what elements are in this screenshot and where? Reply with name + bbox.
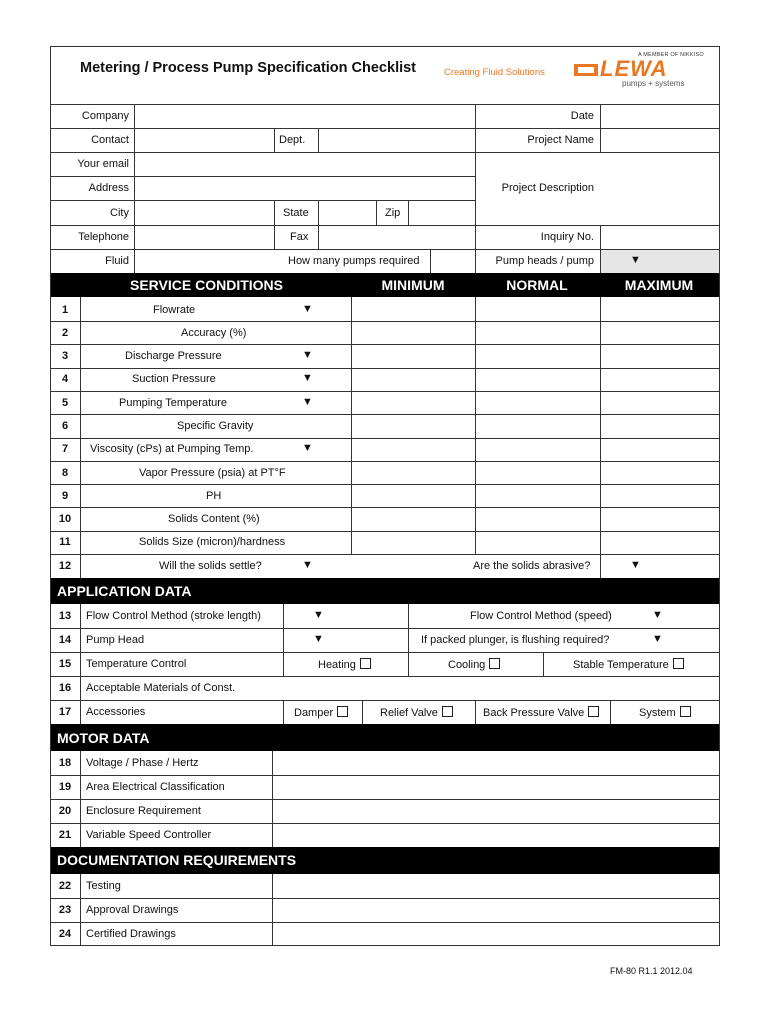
solids-size-label: Solids Size (micron)/hardness bbox=[139, 536, 286, 548]
approval-drawings-field[interactable] bbox=[273, 899, 719, 922]
project-name-field[interactable] bbox=[601, 129, 719, 152]
back-pressure-valve-checkbox[interactable] bbox=[588, 706, 599, 717]
row-number: 15 bbox=[58, 658, 72, 670]
accessories-label: Accessories bbox=[86, 706, 146, 718]
service-conditions-title: SERVICE CONDITIONS bbox=[130, 277, 283, 293]
company-label: Company bbox=[81, 110, 129, 122]
cooling-label: Cooling bbox=[448, 659, 486, 671]
flushing-required-dropdown-icon[interactable]: ▼ bbox=[652, 633, 663, 645]
inquiry-field[interactable] bbox=[601, 226, 719, 249]
row-number: 24 bbox=[58, 928, 72, 940]
stable-temperature-option[interactable] bbox=[573, 658, 684, 671]
pump-head-label: Pump Head bbox=[86, 634, 145, 646]
flow-control-stroke-label: Flow Control Method (stroke length) bbox=[86, 610, 261, 622]
row-number: 5 bbox=[61, 397, 69, 409]
heating-checkbox[interactable] bbox=[360, 658, 371, 669]
zip-label: Zip bbox=[385, 207, 401, 219]
row-number: 22 bbox=[58, 880, 72, 892]
form-code: FM-80 R1.1 2012.04 bbox=[610, 966, 693, 976]
project-description-field[interactable] bbox=[601, 153, 719, 225]
address-label: Address bbox=[88, 182, 129, 194]
suction-pressure-label: Suction Pressure bbox=[132, 373, 216, 385]
maximum-column-header: MAXIMUM bbox=[624, 277, 694, 293]
state-label: State bbox=[283, 207, 309, 219]
form-title: Metering / Process Pump Specification Checklist bbox=[80, 60, 417, 76]
materials-field[interactable] bbox=[284, 677, 719, 700]
certified-drawings-field[interactable] bbox=[273, 923, 719, 946]
documentation-title: DOCUMENTATION REQUIREMENTS bbox=[57, 852, 297, 868]
relief-valve-label: Relief Valve bbox=[380, 707, 438, 719]
materials-label: Acceptable Materials of Const. bbox=[86, 682, 236, 694]
pump-heads-label: Pump heads / pump bbox=[495, 255, 594, 267]
date-label: Date bbox=[570, 110, 594, 122]
row-number: 4 bbox=[61, 373, 69, 385]
dept-field[interactable] bbox=[319, 129, 475, 152]
stable-temperature-label: Stable Temperature bbox=[573, 659, 669, 671]
telephone-field[interactable] bbox=[135, 226, 274, 249]
city-label: City bbox=[110, 207, 129, 219]
row-number: 18 bbox=[58, 757, 72, 769]
inquiry-label: Inquiry No. bbox=[540, 231, 594, 243]
testing-field[interactable] bbox=[273, 875, 719, 898]
flushing-required-label: If packed plunger, is flushing required? bbox=[421, 634, 610, 646]
cooling-checkbox[interactable] bbox=[489, 658, 500, 669]
area-classification-field[interactable] bbox=[273, 776, 719, 799]
solids-abrasive-dropdown-icon[interactable]: ▼ bbox=[630, 559, 641, 571]
row-number: 12 bbox=[58, 560, 72, 572]
system-label: System bbox=[639, 707, 676, 719]
relief-valve-checkbox[interactable] bbox=[442, 706, 453, 717]
row-number: 20 bbox=[58, 805, 72, 817]
heating-label: Heating bbox=[318, 659, 356, 671]
row-number: 2 bbox=[61, 327, 69, 339]
pumps-required-label: How many pumps required bbox=[288, 255, 420, 267]
row-number: 9 bbox=[61, 490, 69, 502]
voltage-field[interactable] bbox=[273, 752, 719, 775]
fluid-field[interactable] bbox=[135, 250, 274, 273]
suction-pressure-dropdown-icon[interactable]: ▼ bbox=[302, 372, 313, 384]
heating-option[interactable] bbox=[318, 658, 371, 671]
vapor-pressure-label: Vapor Pressure (psia) at PT°F bbox=[139, 467, 286, 479]
fax-field[interactable] bbox=[319, 226, 475, 249]
back-pressure-valve-option[interactable] bbox=[483, 706, 599, 719]
contact-field[interactable] bbox=[135, 129, 274, 152]
voltage-label: Voltage / Phase / Hertz bbox=[86, 757, 199, 769]
stable-temperature-checkbox[interactable] bbox=[673, 658, 684, 669]
minimum-column-header: MINIMUM bbox=[381, 277, 445, 293]
temperature-control-label: Temperature Control bbox=[86, 658, 187, 670]
project-name-label: Project Name bbox=[527, 134, 594, 146]
logo-wordmark: LEWA bbox=[600, 56, 668, 81]
variable-speed-label: Variable Speed Controller bbox=[86, 829, 212, 841]
row-number: 3 bbox=[61, 350, 69, 362]
enclosure-field[interactable] bbox=[273, 800, 719, 823]
row-number: 11 bbox=[59, 536, 71, 548]
telephone-label: Telephone bbox=[78, 231, 129, 243]
row-number: 19 bbox=[58, 781, 72, 793]
pump-head-dropdown-icon[interactable]: ▼ bbox=[313, 633, 324, 645]
enclosure-label: Enclosure Requirement bbox=[86, 805, 201, 817]
state-field[interactable] bbox=[319, 201, 376, 225]
city-field[interactable] bbox=[135, 201, 274, 225]
motor-data-bar bbox=[51, 724, 719, 751]
dept-label: Dept. bbox=[279, 134, 306, 146]
email-label: Your email bbox=[77, 158, 129, 170]
solids-abrasive-label: Are the solids abrasive? bbox=[473, 560, 591, 572]
flow-control-speed-label: Flow Control Method (speed) bbox=[470, 610, 612, 622]
variable-speed-field[interactable] bbox=[273, 824, 719, 847]
motor-data-title: MOTOR DATA bbox=[57, 730, 150, 746]
address-field[interactable] bbox=[135, 177, 475, 200]
company-field[interactable] bbox=[135, 105, 475, 128]
discharge-pressure-label: Discharge Pressure bbox=[125, 350, 222, 362]
contact-label: Contact bbox=[91, 134, 129, 146]
fluid-label: Fluid bbox=[105, 255, 129, 267]
date-field[interactable] bbox=[601, 105, 719, 128]
pumping-temperature-label: Pumping Temperature bbox=[119, 397, 228, 409]
fax-label: Fax bbox=[290, 231, 309, 243]
solids-settle-dropdown-icon[interactable]: ▼ bbox=[302, 559, 313, 571]
row-number: 10 bbox=[58, 513, 72, 525]
damper-option[interactable] bbox=[294, 706, 348, 719]
row-number: 13 bbox=[58, 610, 72, 622]
flow-control-speed-dropdown-icon[interactable]: ▼ bbox=[652, 609, 663, 621]
application-data-title: APPLICATION DATA bbox=[57, 583, 192, 599]
row-number: 17 bbox=[58, 706, 72, 718]
relief-valve-option[interactable] bbox=[380, 706, 453, 719]
row-number: 14 bbox=[58, 634, 72, 646]
lewa-logo-mark-icon bbox=[574, 64, 598, 76]
row-number: 7 bbox=[61, 443, 69, 455]
ph-label: PH bbox=[206, 490, 222, 502]
accuracy-label: Accuracy (%) bbox=[181, 327, 247, 339]
viscosity-label: Viscosity (cPs) at Pumping Temp. bbox=[90, 443, 254, 455]
row-number: 6 bbox=[61, 420, 69, 432]
damper-label: Damper bbox=[294, 707, 334, 719]
pumping-temperature-dropdown-icon[interactable]: ▼ bbox=[302, 396, 313, 408]
logo-subtext: pumps + systems bbox=[622, 79, 685, 88]
system-checkbox[interactable] bbox=[680, 706, 691, 717]
row-number: 21 bbox=[58, 829, 72, 841]
row-number: 23 bbox=[58, 904, 72, 916]
testing-label: Testing bbox=[86, 880, 121, 892]
logo-member-text: A MEMBER OF NIKKISO bbox=[638, 52, 704, 58]
row-number: 8 bbox=[61, 467, 69, 479]
normal-column-header: NORMAL bbox=[506, 277, 568, 293]
flow-control-stroke-dropdown-icon[interactable]: ▼ bbox=[313, 609, 324, 621]
damper-checkbox[interactable] bbox=[337, 706, 348, 717]
certified-drawings-label: Certified Drawings bbox=[86, 928, 176, 940]
row-number: 16 bbox=[58, 682, 72, 694]
viscosity-dropdown-icon[interactable]: ▼ bbox=[302, 442, 313, 454]
project-description-label: Project Description bbox=[501, 182, 594, 194]
tagline: Creating Fluid Solutions bbox=[444, 67, 545, 78]
solids-content-label: Solids Content (%) bbox=[168, 513, 260, 525]
specific-gravity-label: Specific Gravity bbox=[177, 420, 254, 432]
solids-settle-label: Will the solids settle? bbox=[159, 560, 262, 572]
flowrate-label: Flowrate bbox=[153, 304, 196, 316]
row-number: 1 bbox=[61, 304, 69, 316]
pumps-required-field[interactable] bbox=[431, 250, 475, 273]
area-classification-label: Area Electrical Classification bbox=[86, 781, 225, 793]
system-option[interactable] bbox=[639, 706, 691, 719]
approval-drawings-label: Approval Drawings bbox=[86, 904, 179, 916]
zip-field[interactable] bbox=[409, 201, 475, 225]
pump-heads-dropdown-icon[interactable]: ▼ bbox=[630, 254, 641, 266]
back-pressure-valve-label: Back Pressure Valve bbox=[483, 707, 585, 719]
cooling-option[interactable] bbox=[448, 658, 500, 671]
discharge-pressure-dropdown-icon[interactable]: ▼ bbox=[302, 349, 313, 361]
email-field[interactable] bbox=[135, 153, 475, 176]
flowrate-units-dropdown-icon[interactable]: ▼ bbox=[302, 303, 313, 315]
